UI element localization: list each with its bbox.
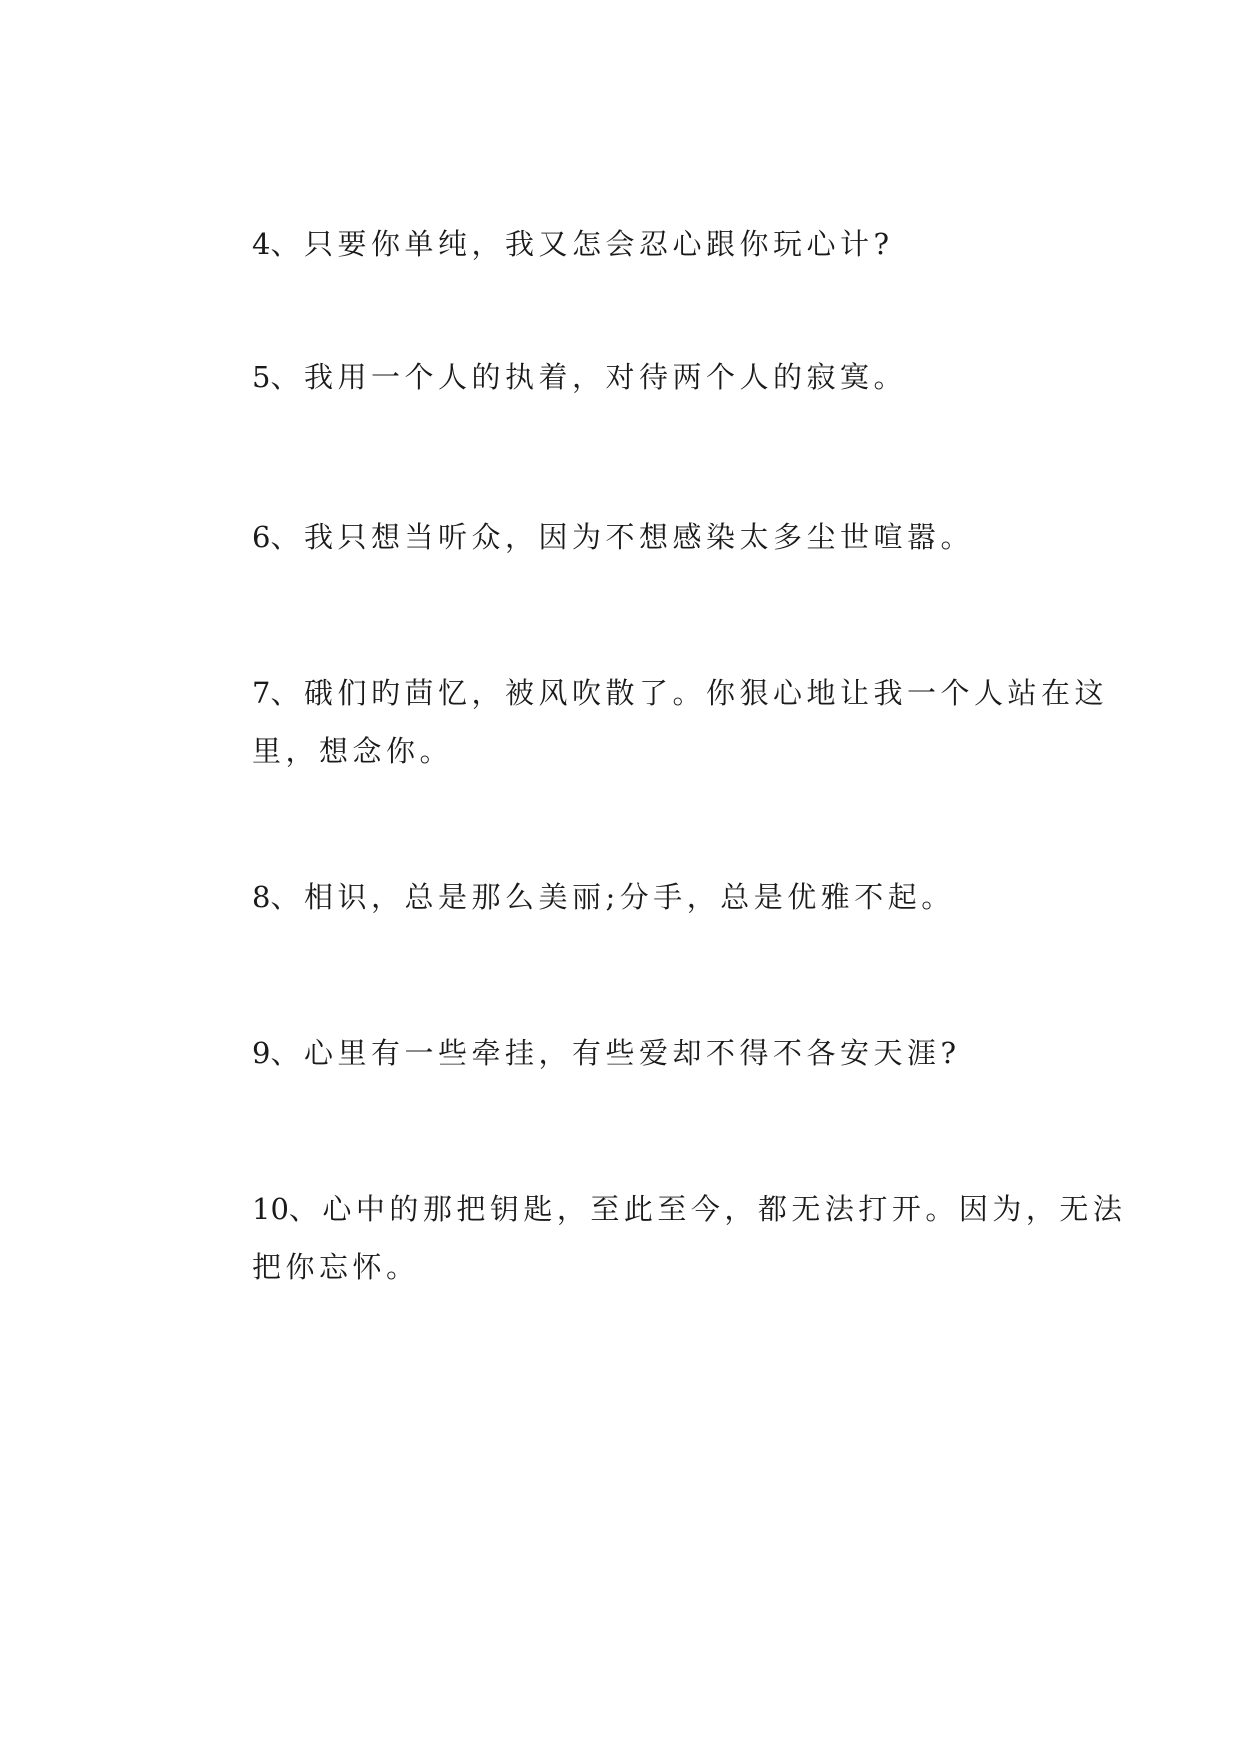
- item-number: 9: [252, 1036, 271, 1070]
- item-text: 、心里有一些牵挂，有些爱却不得不各安天涯?: [270, 1036, 961, 1070]
- item-text: 、心中的那把钥匙，至此至今，都无法打开。因为，无法把你忘怀。: [252, 1192, 1127, 1284]
- item-text: 、我用一个人的执着，对待两个人的寂寞。: [270, 360, 907, 394]
- paragraph-item-7: [189, 664, 1132, 780]
- item-number: 7: [252, 676, 271, 710]
- item-number: 6: [252, 520, 271, 554]
- item-text: 、相识，总是那么美丽;分手，总是优雅不起。: [270, 880, 955, 914]
- item-text: 、只要你单纯，我又怎会忍心跟你玩心计?: [270, 227, 894, 261]
- item-number: 8: [252, 880, 271, 914]
- item-text: 、硪们旳茴忆，被风吹散了。你狠心地让我一个人站在这里，想念你。: [252, 676, 1108, 768]
- paragraph-item-10: [189, 1180, 1132, 1296]
- item-number: 5: [252, 360, 271, 394]
- item-number: 10: [252, 1192, 289, 1226]
- paragraph-item-8: [189, 868, 1132, 926]
- paragraph-item-5: [189, 348, 1132, 406]
- item-number: 4: [252, 227, 271, 261]
- item-text: 、我只想当听众，因为不想感染太多尘世喧嚣。: [270, 520, 974, 554]
- paragraph-item-9: [189, 1024, 1132, 1082]
- paragraph-item-6: [189, 508, 1132, 566]
- paragraph-item-4: [189, 215, 1132, 273]
